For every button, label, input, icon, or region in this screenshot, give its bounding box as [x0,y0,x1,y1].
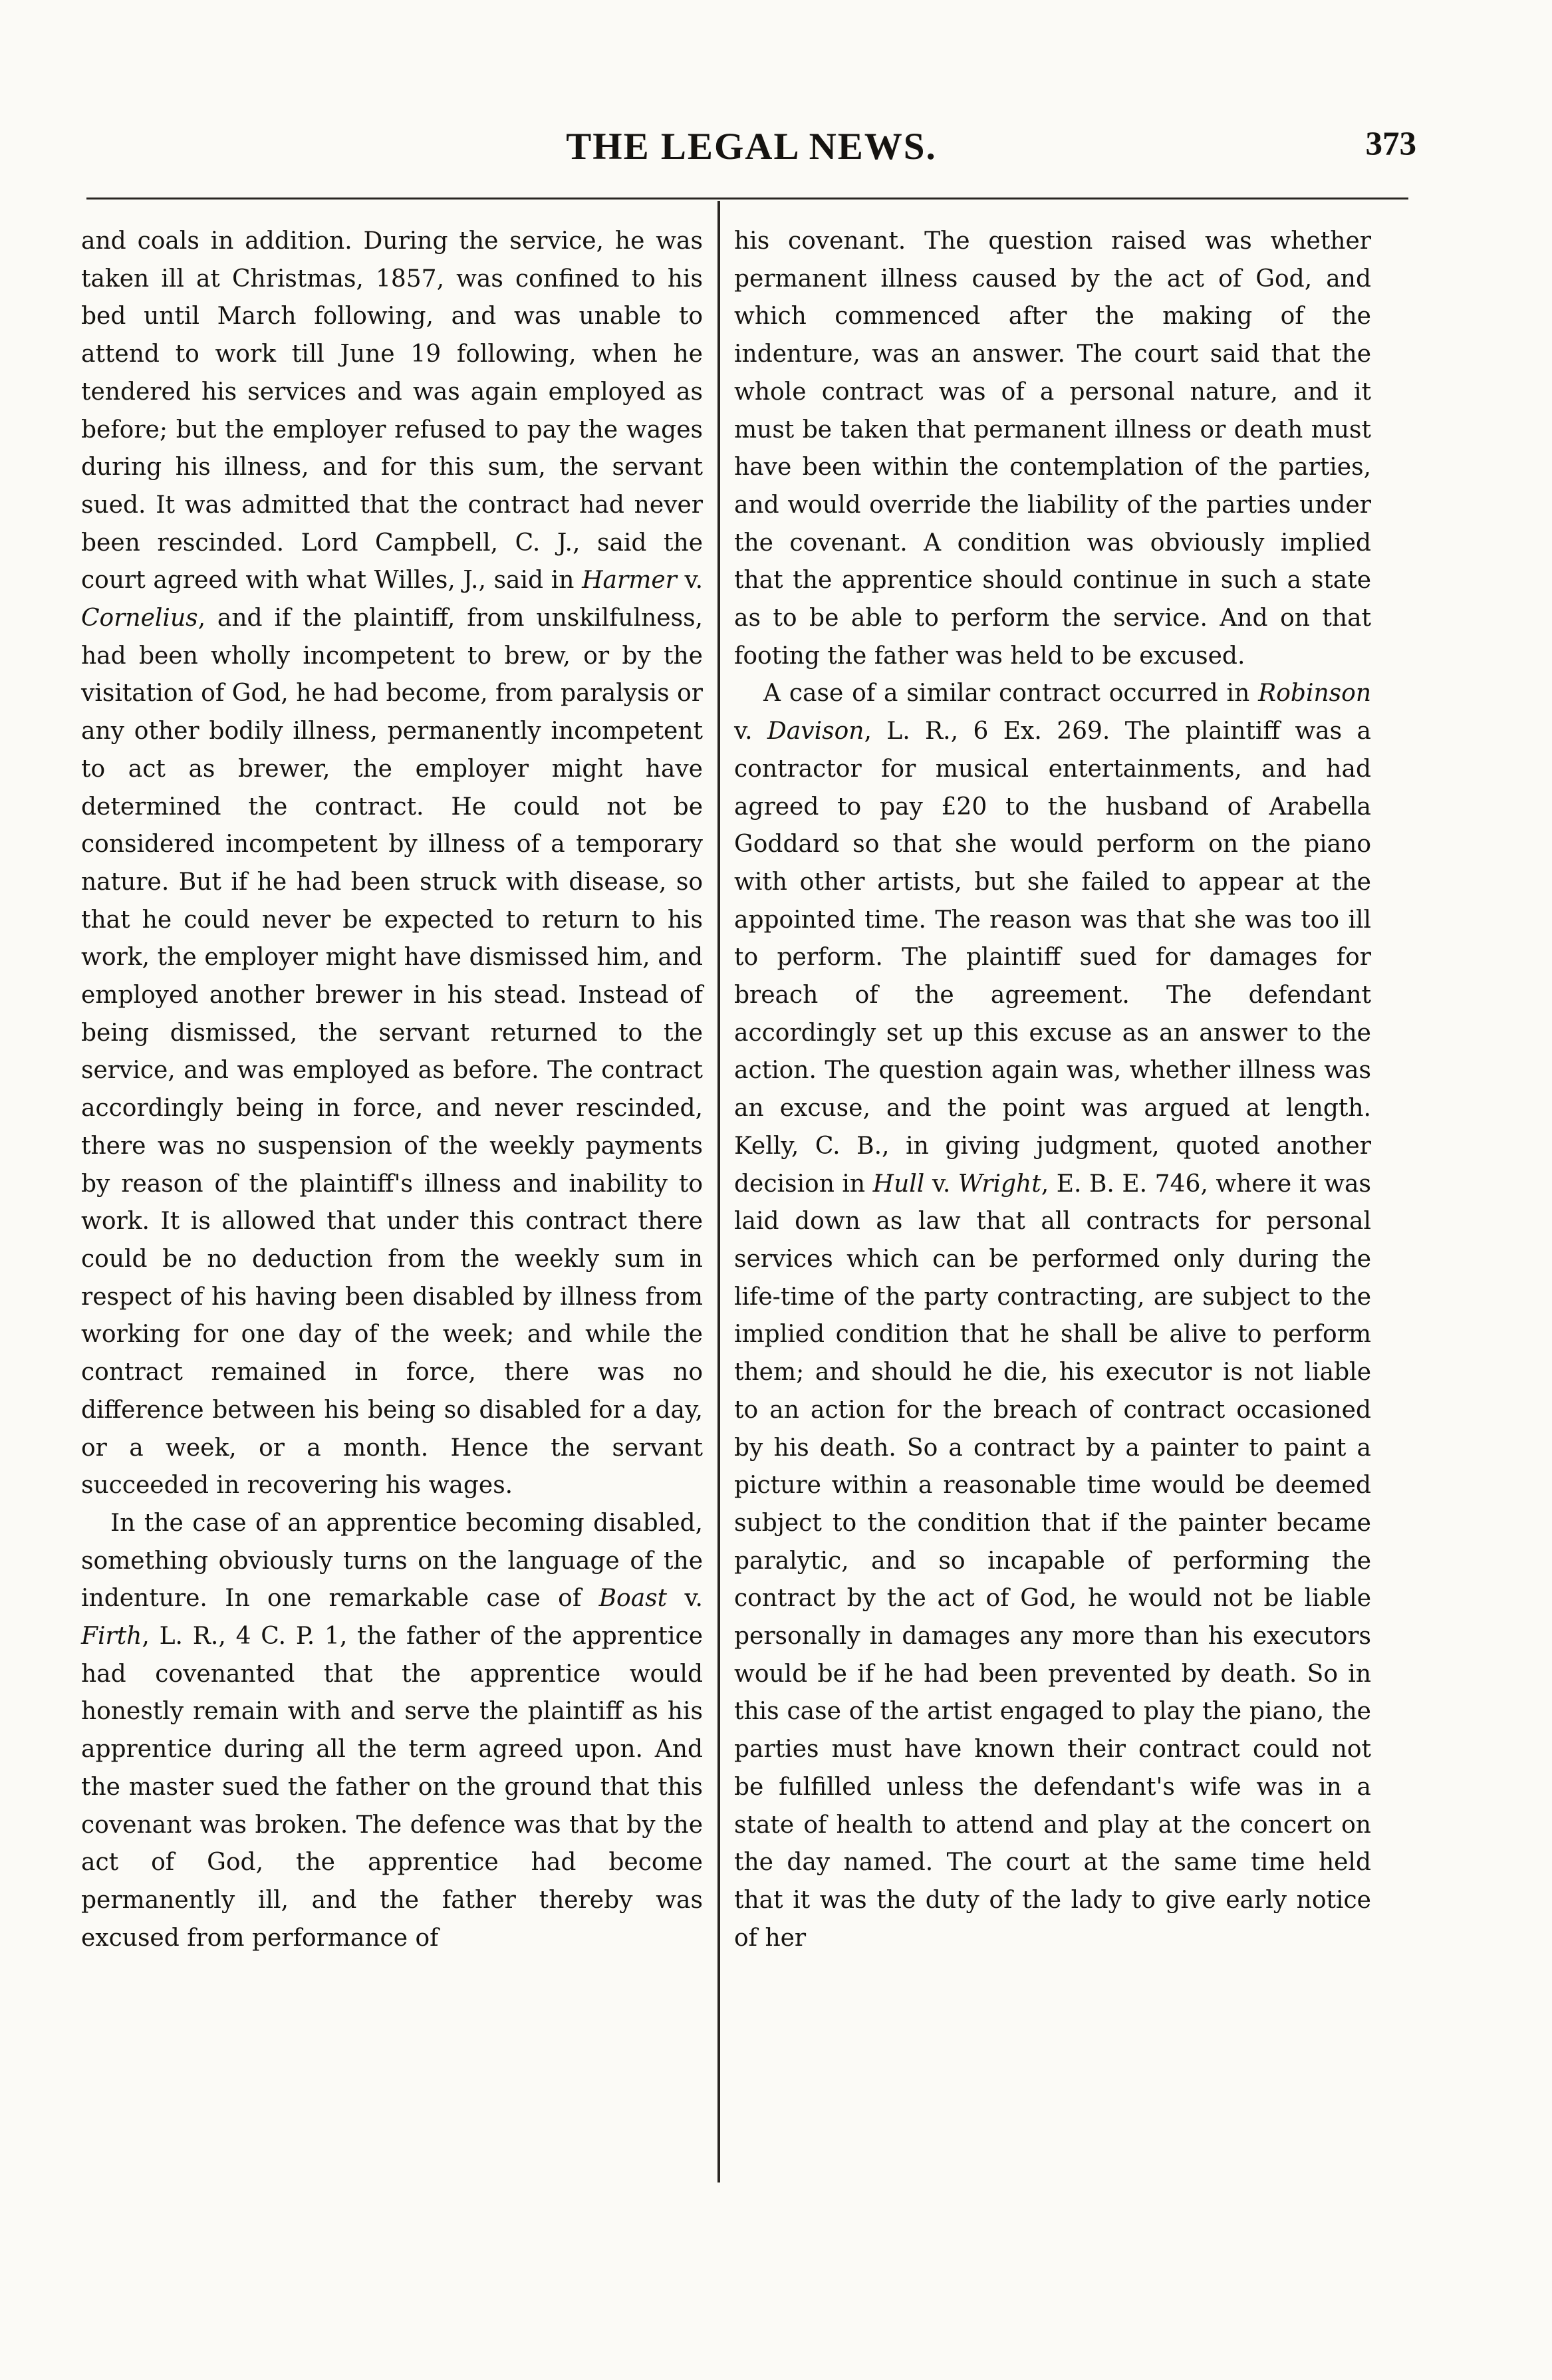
paragraph-text: A case of a similar contract occurred in [763,680,1259,708]
paragraph-text: and coals in addition. During the service, he was taken ill at Christmas, 1857, was confined to his bed until March following, and was unable to attend to work till June 19 following, when he tendered his services and was again employed as before; but the employer refused to pay the wages during his illness, and for this sum, the servant sued. It was admitted that the contract had never been rescinded. Lord Campbell, C. J., said the court agreed with what Willes, J., said in [81,227,703,595]
case-name: Cornelius [81,604,198,632]
versus: v. [667,1585,703,1613]
paragraph-text: his covenant. The question raised was whether permanent illness caused by the act of God, and which commenced after the making of the indenture, was an answer. The court said that the whole contract was of a personal nature, and it must be taken that permanent illness or death must have been within the contemplation of the parties, and would override the liability of the parties under the covenant. A condition was obviously implied that the apprentice should continue in such a state as to be able to perform the service. And on that footing the father was held to be excused. [734,227,1371,670]
column-divider [717,201,720,2182]
paragraph-text: , and if the plaintiff, from unskilfulness, had been wholly incompetent to brew, or by the visitation of God, he had become, from paralysis or any other bodily illness, permanently incompetent to act as brewer, the employer might have determined the contract. He could not be considered incompetent by illness of a temporary nature. But if he had been struck with disease, so that he could never be expected to return to his work, the employer might have dismissed him, and employed another brewer in his stead. Instead of being dismissed, the servant returned to the service, and was employed as before. The contract accordingly being in force, and never rescinded, there was no suspension of the weekly payments by reason of the plaintiff's illness and inability to work. It is allowed that under this contract there could be no deduction from the weekly sum in respect of his having been disabled by illness from working for one day of the week; and while the contract remained in force, there was no difference between his being so disabled for a day, or a week, or a month. Hence the servant succeeded in recovering his wages. [81,604,703,1500]
right-column [734,223,1371,1957]
case-name: Wright [958,1170,1041,1198]
versus: v. [924,1170,958,1198]
page-number: 373 [1365,126,1416,163]
page-header [86,125,1416,178]
case-name: Davison [767,718,864,745]
paragraph [81,223,703,1505]
case-name: Hull [872,1170,925,1198]
paragraph [734,223,1371,675]
paragraph-text: In the case of an apprentice becoming disabled, something obviously turns on the language of the indenture. In one remarkable case of [81,1509,703,1613]
versus: v. [734,718,767,745]
header-rule [86,198,1408,199]
versus: v. [676,567,704,595]
paragraph [81,1505,703,1957]
case-name: Harmer [582,567,677,595]
running-title: THE LEGAL NEWS. [566,126,937,168]
paragraph-text: , L. R., 4 C. P. 1, the father of the apprentice had covenanted that the apprentice would honestly remain with and serve the plaintiff as his apprentice during all the term agreed upon. And the master sued the father on the ground that this covenant was broken. The defence was that by the act of God, the apprentice had become permanently ill, and the father thereby was excused from performance of [81,1623,703,1952]
left-column [81,223,703,1957]
paragraph-text: , L. R., 6 Ex. 269. The plaintiff was a contractor for musical entertainments, and had agreed to pay £20 to the husband of Arabella Goddard so that she would perform on the piano with other artists, but she failed to appear at the appointed time. The reason was that she was too ill to perform. The plaintiff sued for damages for breach of the agreement. The defendant accordingly set up this excuse as an answer to the action. The question again was, whether illness was an excuse, and the point was argued at length. Kelly, C. B., in giving judgment, quoted another decision in [734,718,1371,1198]
paragraph-text: , E. B. E. 746, where it was laid down as law that all contracts for personal services which can be performed only during the life-time of the party contracting, are subject to the implied condition that he shall be alive to perform them; and should he die, his executor is not liable to an action for the breach of contract occasioned by his death. So a contract by a painter to paint a picture within a reasonable time would be deemed subject to the condition that if the painter became paralytic, and so incapable of performing the contract by the act of God, he would not be liable personally in damages any more than his executors would be if he had been prevented by death. So in this case of the artist engaged to play the piano, the parties must have known their contract could not be fulfilled unless the defendant's wife was in a state of health to attend and play at the concert on the day named. The court at the same time held that it was the duty of the lady to give early notice of her [734,1170,1371,1952]
case-name: Firth [81,1623,142,1651]
case-name: Robinson [1258,680,1371,708]
case-name: Boast [598,1585,668,1613]
paragraph [734,675,1371,1957]
